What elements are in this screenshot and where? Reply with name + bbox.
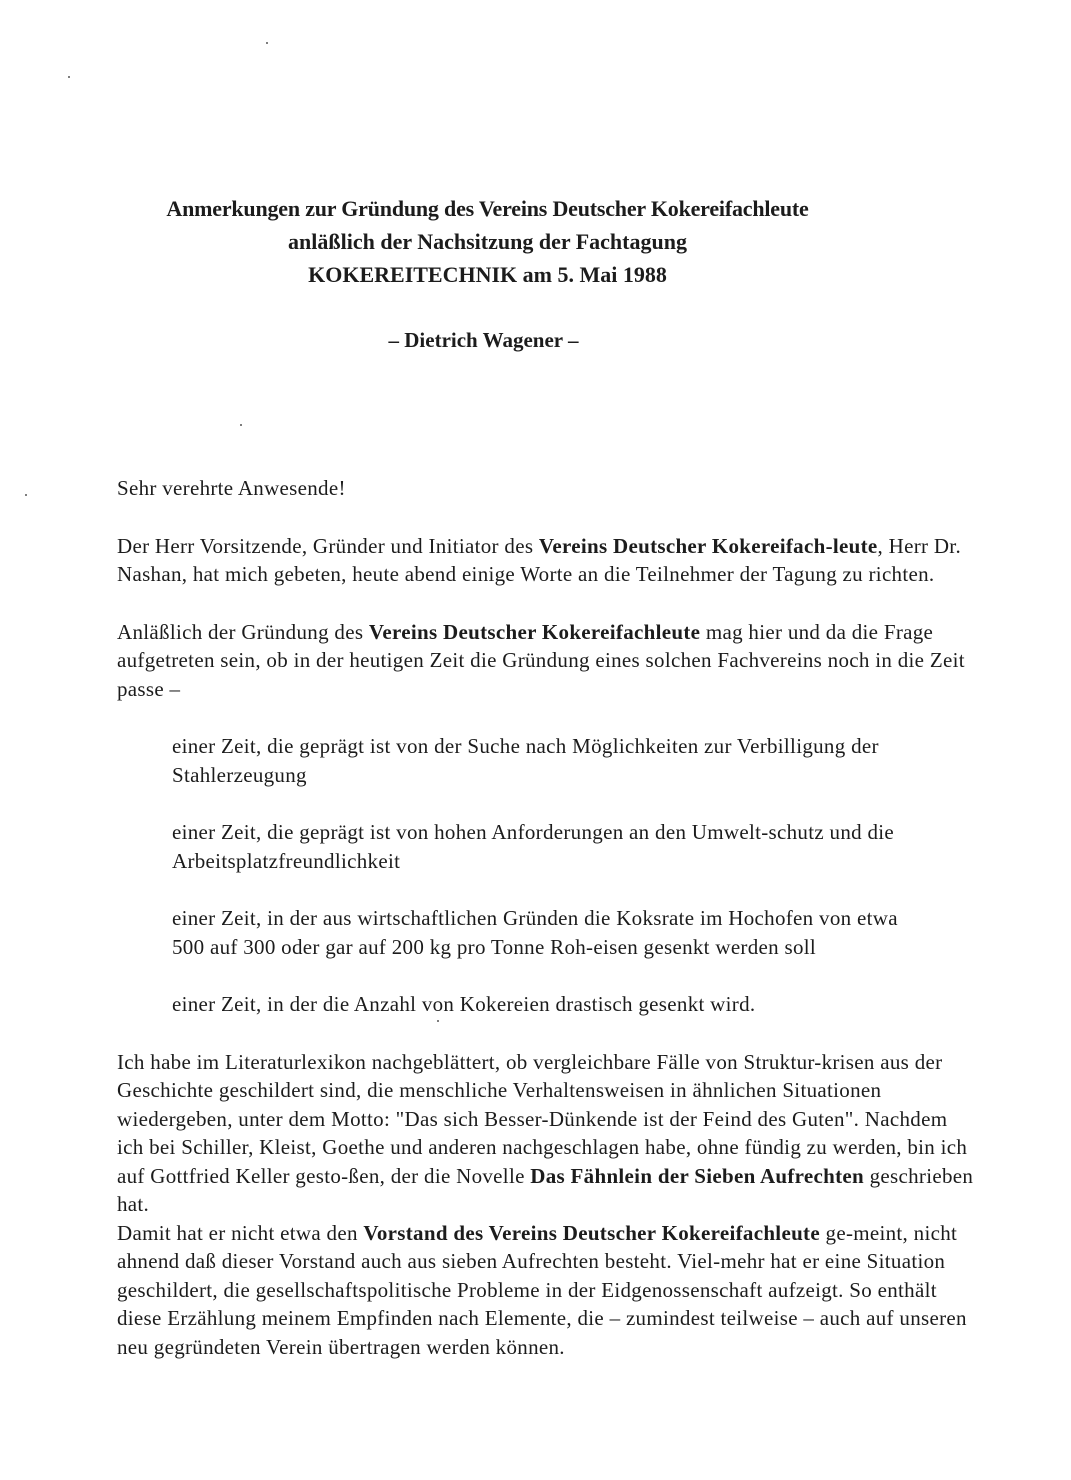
paragraph-literature-text: Damit hat er nicht etwa den <box>117 1220 364 1245</box>
document-title <box>0 192 1071 291</box>
title-line-3: KOKEREITECHNIK am 5. Mai 1988 <box>308 262 667 287</box>
scan-speck <box>25 494 27 496</box>
association-name: Vereins Deutscher Kokereifach-leute <box>538 533 878 558</box>
greeting: Sehr verehrte Anwesende! <box>117 476 346 500</box>
paragraph-intro-text: Der Herr Vorsitzende, Gründer und Initiator des <box>117 533 539 558</box>
author-line <box>0 328 1071 353</box>
scan-speck <box>240 424 242 426</box>
list-item: einer Zeit, in der aus wirtschaftlichen Gründen die Koksrate im Hochofen von etwa 500 auf 300 oder gar auf 200 kg pro Tonne Roh-eisen gesenkt werden soll <box>172 906 898 959</box>
novel-title: Das Fähnlein der Sieben Aufrechten <box>530 1163 865 1188</box>
list-item: einer Zeit, die geprägt ist von hohen Anforderungen an den Umwelt-schutz und die Arbeitsplatzfreundlichkeit <box>172 820 895 873</box>
paragraph-question <box>117 618 977 704</box>
author-name: – Dietrich Wagener – <box>388 328 579 352</box>
paragraph-literature-text: geschrieben hat. <box>117 1163 974 1216</box>
paragraph-literature <box>117 1048 977 1362</box>
paragraph-intro-text: , Herr Dr. Nashan, hat mich gebeten, heute abend einige Worte an die Teilnehmer der Tagung zu richten. <box>117 533 961 586</box>
body-text <box>117 474 977 1361</box>
title-line-1: Anmerkungen zur Gründung des Vereins Deutscher Kokereifachleute <box>166 196 809 221</box>
paragraph-literature-text: Ich habe im Literaturlexikon nachgeblättert, ob vergleichbare Fälle von Struktur-krisen aus der Geschichte geschildert sind, die menschliche Verhaltensweisen in ähnlichen Situationen wiedergeben, unter dem Motto: "Das sich Besser-Dünkende ist der Feind des Guten". Nachdem ich bei Schiller, Kleist, Goethe und anderen nachgeschlagen habe, ohne fündig zu werden, bin ich auf Gottfried Keller gesto-ßen, der die Novelle <box>117 1049 968 1188</box>
paragraph-literature-text: ge-meint, nicht ahnend daß dieser Vorstand auch aus sieben Aufrechten besteht. Viel-mehr hat er eine Situation geschildert, die gesellschaftspolitische Probleme in der Eidgenossenschaft aufzeigt. So enthält diese Erzählung meinem Empfinden nach Elemente, die – zumindest teilweise – auch auf unseren neu gegründeten Verein übertragen werden können. <box>117 1220 967 1359</box>
scan-speck <box>68 76 70 78</box>
list-item: einer Zeit, die geprägt ist von der Suche nach Möglichkeiten zur Verbilligung der Stahlerzeugung <box>172 734 879 787</box>
title-line-2: anläßlich der Nachsitzung der Fachtagung <box>288 229 687 254</box>
list-item: einer Zeit, in der die Anzahl von Kokereien drastisch gesenkt wird. <box>172 992 756 1016</box>
board-name: Vorstand des Vereins Deutscher Kokereifachleute <box>363 1220 820 1245</box>
paragraph-intro <box>117 532 977 589</box>
scan-speck <box>266 42 268 44</box>
paragraph-question-text: mag hier und da die Frage aufgetreten sein, ob in der heutigen Zeit die Gründung eines solchen Fachvereins noch in die Zeit passe – <box>117 619 965 701</box>
association-name: Vereins Deutscher Kokereifachleute <box>368 619 701 644</box>
paragraph-question-text: Anläßlich der Gründung des <box>117 619 369 644</box>
